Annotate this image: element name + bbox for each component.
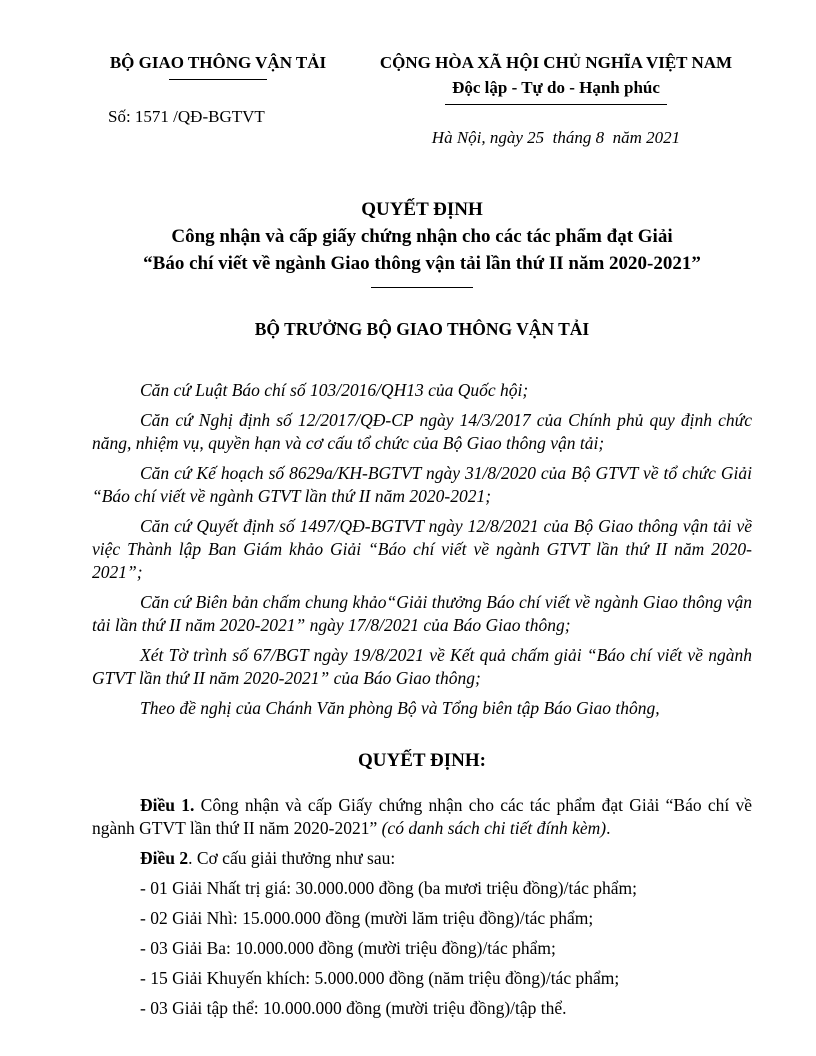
- preamble-paragraph: Theo đề nghị của Chánh Văn phòng Bộ và Tổng biên tập Báo Giao thông,: [140, 698, 660, 718]
- place-and-date: Hà Nội, ngày 25 tháng 8 năm 2021: [431, 128, 681, 147]
- title-underline: [371, 287, 473, 288]
- document-title-line2: Công nhận và cấp giấy chứng nhận cho các tác phẩm đạt Giải: [171, 226, 673, 247]
- preamble-paragraph: Xét Tờ trình số 67/BGT ngày 19/8/2021 về Kết quả chấm giải “Báo chí viết về ngành GTVT lần thứ II năm 2020-2021” của Báo Giao thông;: [92, 645, 757, 688]
- issuing-agency-block: [92, 52, 344, 127]
- document-header: [92, 52, 752, 148]
- document-title-line1: QUYẾT ĐỊNH: [361, 199, 483, 220]
- issuing-agency-underline: [169, 79, 267, 80]
- preamble-section: [92, 379, 757, 720]
- preamble-paragraph: Căn cứ Quyết định số 1497/QĐ-BGTVT ngày 12/8/2021 của Bộ Giao thông vận tải về việc Thành lập Ban Giám khảo Giải “Báo chí viết về ngành GTVT lần thứ II năm 2020-2021”;: [92, 516, 757, 582]
- article-1-text: Công nhận và cấp Giấy chứng nhận cho các tác phẩm đạt Giải “Báo chí về ngành GTVT lần thứ II năm 2020-2021”: [92, 795, 757, 838]
- award-structure-list: [92, 877, 752, 1020]
- article-1-label: Điều 1.: [140, 795, 195, 815]
- award-item-first-prize: - 01 Giải Nhất trị giá: 30.000.000 đồng (ba mươi triệu đồng)/tác phẩm;: [140, 878, 637, 898]
- article-2-label: Điều 2: [140, 848, 189, 868]
- article-1-tail: .: [606, 818, 611, 838]
- document-title: [92, 196, 752, 288]
- article-1: [92, 794, 757, 840]
- article-2: [92, 847, 752, 870]
- issuing-authority-heading: BỘ TRƯỞNG BỘ GIAO THÔNG VẬN TẢI: [254, 319, 590, 339]
- articles-section: [92, 794, 757, 1020]
- preamble-paragraph: Căn cứ Kế hoạch số 8629a/KH-BGTVT ngày 31/8/2020 của Bộ GTVT về tổ chức Giải “Báo chí viết về ngành GTVT lần thứ II năm 2020-2021;: [92, 463, 757, 506]
- award-item-third-prize: - 03 Giải Ba: 10.000.000 đồng (mười triệu đồng)/tác phẩm;: [140, 938, 556, 958]
- issuing-agency-name: BỘ GIAO THÔNG VẬN TẢI: [109, 53, 327, 72]
- award-item-consolation-prize: - 15 Giải Khuyến khích: 5.000.000 đồng (năm triệu đồng)/tác phẩm;: [140, 968, 620, 988]
- decision-heading: QUYẾT ĐỊNH:: [358, 750, 486, 771]
- document-number: Số: 1571 /QĐ-BGTVT: [108, 107, 265, 126]
- award-item-collective-prize: - 03 Giải tập thể: 10.000.000 đồng (mười triệu đồng)/tập thể.: [140, 998, 567, 1018]
- preamble-paragraph: Căn cứ Biên bản chấm chung khảo“Giải thưởng Báo chí viết về ngành Giao thông vận tải lần thứ II năm 2020-2021” ngày 17/8/2021 của Báo Giao thông;: [92, 592, 757, 635]
- national-motto: Độc lập - Tự do - Hạnh phúc: [452, 78, 660, 97]
- national-header-block: [360, 52, 752, 148]
- preamble-paragraph: Căn cứ Luật Báo chí số 103/2016/QH13 của Quốc hội;: [140, 380, 529, 400]
- preamble-paragraph: Căn cứ Nghị định số 12/2017/QĐ-CP ngày 14/3/2017 của Chính phủ quy định chức năng, nhiệm vụ, quyền hạn và cơ cấu tổ chức của Bộ Giao thông vận tải;: [92, 410, 757, 453]
- article-2-text: . Cơ cấu giải thưởng như sau:: [188, 848, 396, 868]
- national-title: CỘNG HÒA XÃ HỘI CHỦ NGHĨA VIỆT NAM: [379, 53, 733, 72]
- document-title-line3: “Báo chí viết về ngành Giao thông vận tải lần thứ II năm 2020-2021”: [143, 253, 701, 274]
- article-1-note: (có danh sách chi tiết đính kèm): [381, 818, 607, 838]
- award-item-second-prize: - 02 Giải Nhì: 15.000.000 đồng (mười lăm triệu đồng)/tác phẩm;: [140, 908, 594, 928]
- motto-underline: [445, 104, 667, 105]
